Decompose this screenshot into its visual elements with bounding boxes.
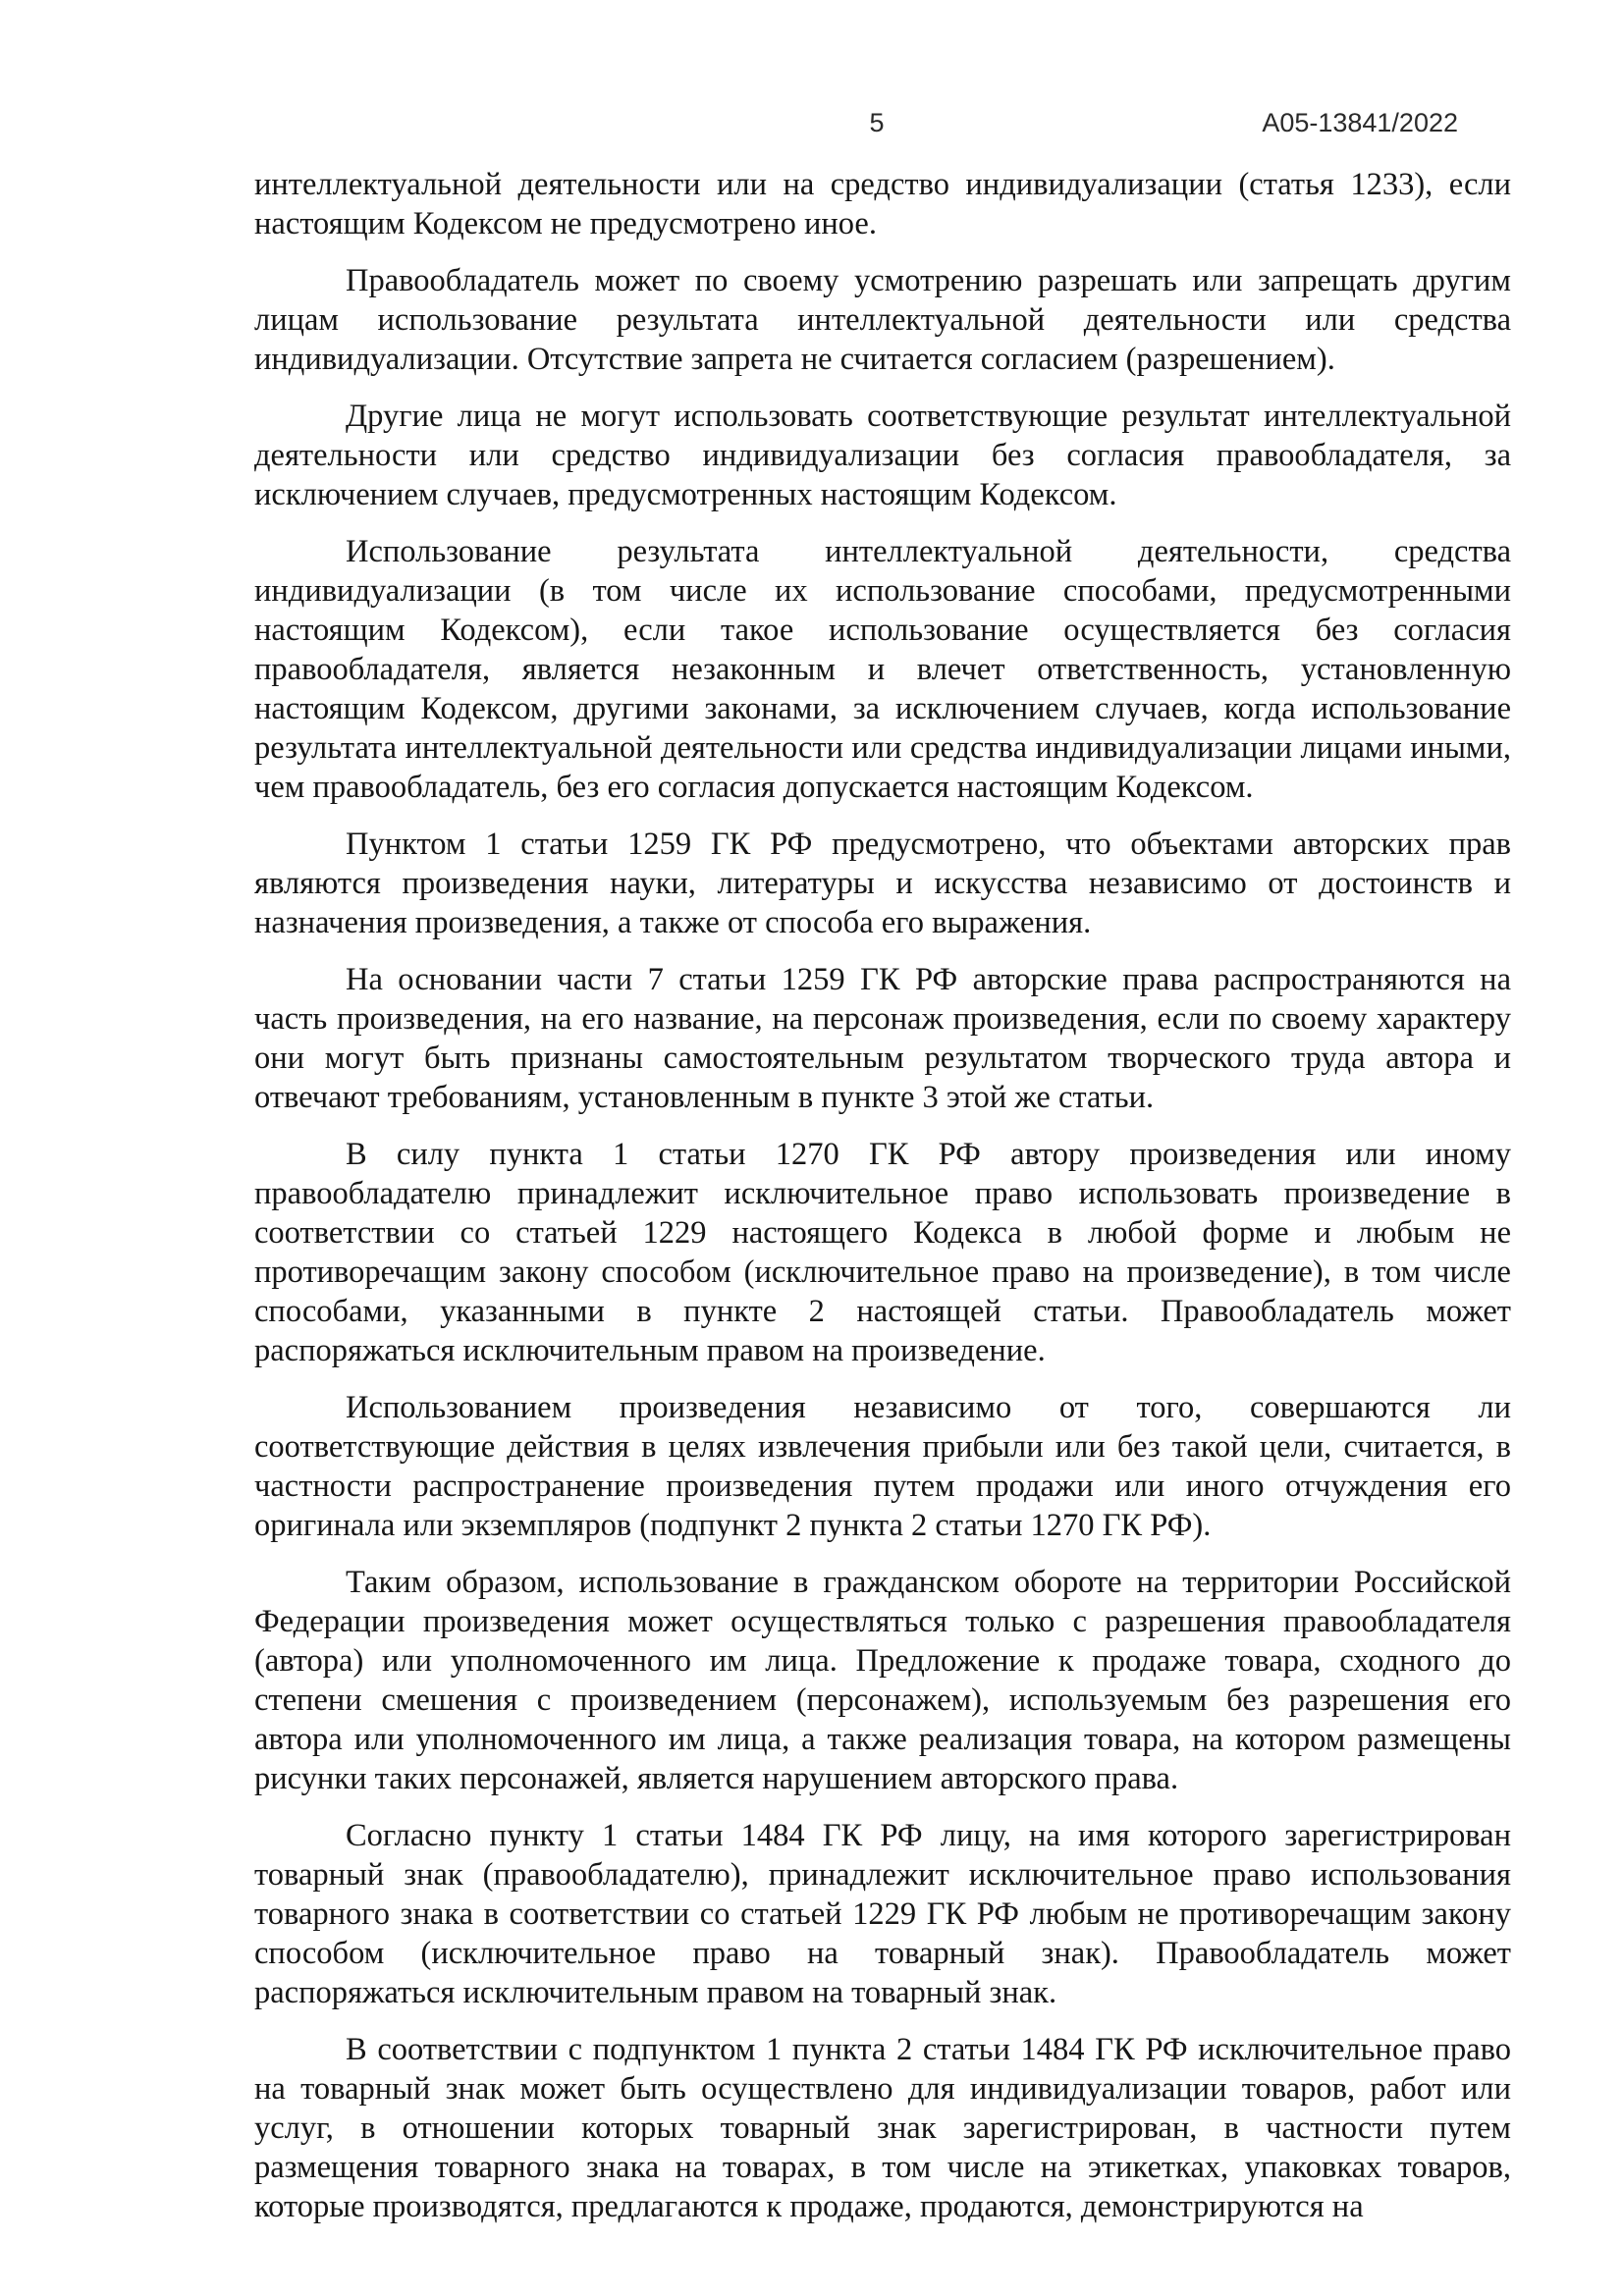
body-text [254,165,1511,2244]
paragraph: Использование результата интеллектуальной деятельности, средства индивидуализации (в том числе их использование способами, предусмотренными настоящим Кодексом), если такое использование осуществляется без согласия правообладателя, является незаконным и влечет ответственность, установленную настоящим Кодексом, другими законами, за исключением случаев, когда использование результата интеллектуальной деятельности или средства индивидуализации лицами иными, чем правообладатель, без его согласия допускается настоящим Кодексом. [254,534,1511,805]
paragraph: На основании части 7 статьи 1259 ГК РФ авторские права распространяются на часть произведения, на его название, на персонаж произведения, если по своему характеру они могут быть признаны самостоятельным результатом творческого труда автора и отвечают требованиям, установленным в пункте 3 этой же статьи. [254,962,1511,1115]
page-number: 5 [869,108,885,137]
paragraph: В силу пункта 1 статьи 1270 ГК РФ автору произведения или иному правообладателю принадлежит исключительное право использовать произведение в соответствии со статьей 1229 настоящего Кодекса в любой форме и любым не противоречащим закону способом (исключительное право на произведение), в том числе способами, указанными в пункте 2 настоящей статьи. Правообладатель может распоряжаться исключительным правом на произведение. [254,1137,1511,1368]
paragraph: Другие лица не могут использовать соответствующие результат интеллектуальной деятельности или средство индивидуализации без согласия правообладателя, за исключением случаев, предусмотренных настоящим Кодексом. [254,399,1511,512]
paragraph: Правообладатель может по своему усмотрению разрешать или запрещать другим лицам использование результата интеллектуальной деятельности или средства индивидуализации. Отсутствие запрета не считается согласием (разрешением). [254,263,1511,377]
paragraph: В соответствии с подпунктом 1 пункта 2 статьи 1484 ГК РФ исключительное право на товарный знак может быть осуществлено для индивидуализации товаров, работ или услуг, в отношении которых товарный знак зарегистрирован, в частности путем размещения товарного знака на товарах, в том числе на этикетках, упаковках товаров, которые производятся, предлагаются к продаже, продаются, демонстрируются на [254,2032,1511,2224]
case-number: А05-13841/2022 [1262,108,1458,137]
paragraph: Таким образом, использование в гражданском обороте на территории Российской Федерации произведения может осуществляться только с разрешения правообладателя (автора) или уполномоченного им лица. Предложение к продаже товара, сходного до степени смешения с произведением (персонажем), используемым без разрешения его автора или уполномоченного им лица, а также реализация товара, на котором размещены рисунки таких персонажей, является нарушением авторского права. [254,1565,1511,1796]
paragraph: интеллектуальной деятельности или на средство индивидуализации (статья 1233), если настоящим Кодексом не предусмотрено иное. [254,167,1511,241]
page-header [0,108,1623,143]
paragraph: Согласно пункту 1 статьи 1484 ГК РФ лицу, на имя которого зарегистрирован товарный знак (правообладателю), принадлежит исключительное право использования товарного знака в соответствии со статьей 1229 ГК РФ любым не противоречащим закону способом (исключительное право на товарный знак). Правообладатель может распоряжаться исключительным правом на товарный знак. [254,1818,1511,2010]
paragraph: Пунктом 1 статьи 1259 ГК РФ предусмотрено, что объектами авторских прав являются произведения науки, литературы и искусства независимо от достоинств и назначения произведения, а также от способа его выражения. [254,827,1511,940]
paragraph: Использованием произведения независимо от того, совершаются ли соответствующие действия в целях извлечения прибыли или без такой цели, считается, в частности распространение произведения путем продажи или иного отчуждения его оригинала или экземпляров (подпункт 2 пункта 2 статьи 1270 ГК РФ). [254,1390,1511,1543]
